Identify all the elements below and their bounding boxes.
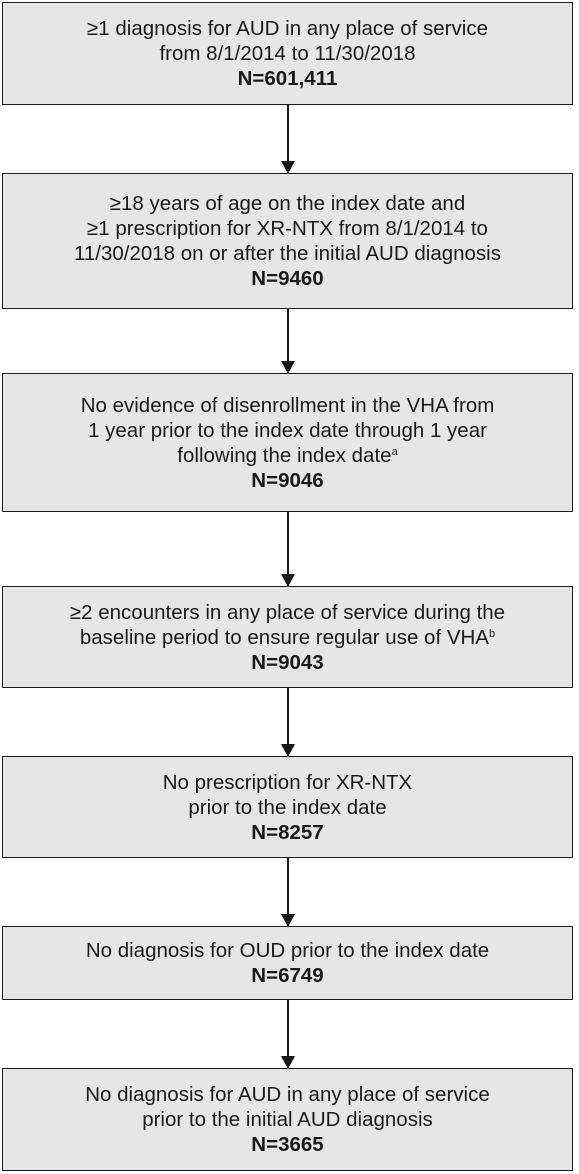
step-6-criteria-line-1: No diagnosis for OUD prior to the index date [85, 939, 490, 962]
step-7-criteria-line-2: prior to the initial AUD diagnosis [142, 1108, 433, 1131]
step-4-count: N=9043 [251, 650, 324, 674]
step-5-criteria-line-1: No prescription for XR-NTX [162, 770, 413, 794]
step-2-criteria-line-1: ≥18 years of age on the index date and [109, 192, 466, 215]
step-6-count: N=6749 [251, 964, 324, 987]
step-4-criteria-line-2: baseline period to ensure regular use of VHA [79, 625, 489, 649]
step-7-criteria-line-1: No diagnosis for AUD in any place of service [85, 1083, 490, 1106]
step-3-criteria-line-3-wrap [177, 443, 397, 468]
step-2-criteria-line-3: 11/30/2018 on or after the initial AUD diagnosis [74, 242, 501, 265]
flow-step-4 [2, 586, 573, 688]
step-5-criteria-line-2: prior to the index date [188, 795, 387, 819]
step-1-count: N=601,411 [237, 67, 338, 90]
flow-arrow-3 [287, 512, 289, 586]
step-3-count: N=9046 [251, 468, 324, 492]
flow-step-6 [2, 926, 573, 1000]
step-1-criteria-line-1: ≥1 diagnosis for AUD in any place of service [87, 17, 488, 40]
step-2-count: N=9460 [251, 267, 324, 290]
flow-step-2 [2, 173, 573, 309]
flow-arrow-1 [287, 105, 289, 173]
step-5-count: N=8257 [251, 820, 324, 844]
flow-arrow-4 [287, 688, 289, 756]
step-3-criteria-line-1: No evidence of disenrollment in the VHA from [80, 393, 495, 417]
step-3-criteria-line-2: 1 year prior to the index date through 1 year [88, 418, 487, 442]
step-7-count: N=3665 [251, 1133, 324, 1156]
step-3-criteria-line-3: following the index date [177, 443, 392, 467]
flow-arrow-5 [287, 858, 289, 926]
flow-step-3 [2, 373, 573, 512]
step-4-criteria-line-1: ≥2 encounters in any place of service during the [69, 600, 506, 624]
step-4-criteria-line-2-wrap [80, 625, 495, 650]
step-1-criteria-line-2: from 8/1/2014 to 11/30/2018 [159, 42, 416, 65]
flow-step-5 [2, 756, 573, 858]
flow-arrow-2 [287, 309, 289, 373]
footnote-marker-a: a [391, 445, 398, 458]
flow-arrow-6 [287, 1000, 289, 1068]
step-2-criteria-line-2: ≥1 prescription for XR-NTX from 8/1/2014 to [87, 217, 488, 240]
flow-step-1 [2, 2, 573, 105]
footnote-marker-b: b [488, 627, 496, 640]
flow-step-7 [2, 1068, 573, 1171]
